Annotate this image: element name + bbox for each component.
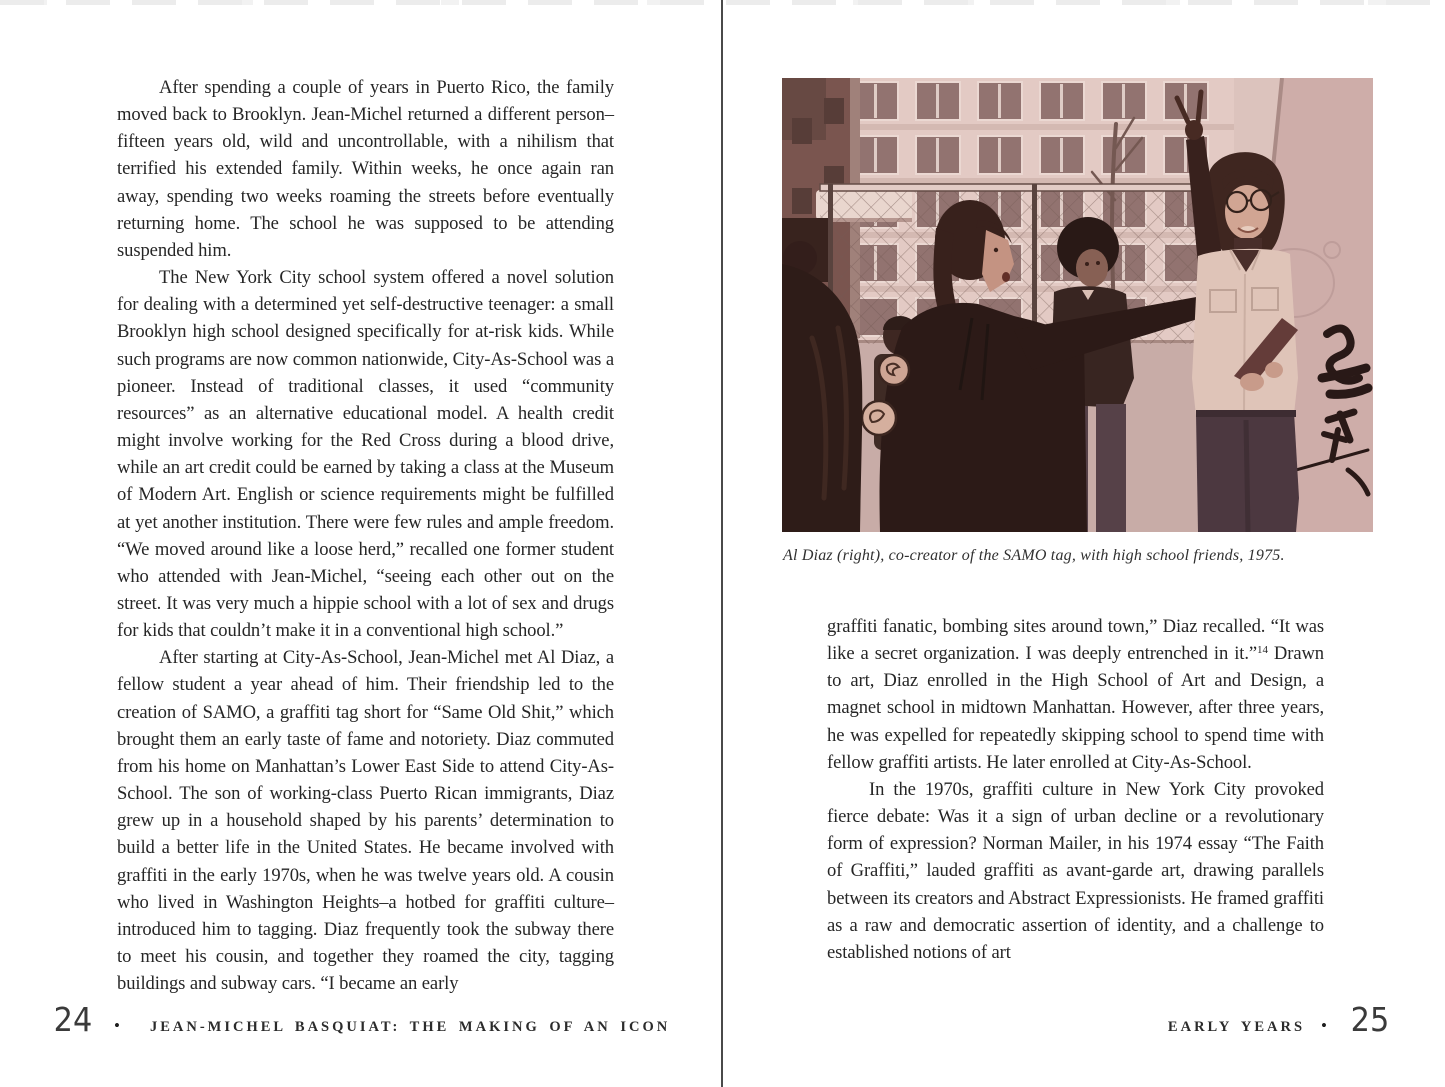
running-title: JEAN-MICHEL BASQUIAT: THE MAKING OF AN ICON xyxy=(149,1019,671,1035)
footer-bullet: • xyxy=(114,1016,120,1035)
paragraph: In the 1970s, graffiti culture in New York City provoked fierce debate: Was it a sign of urban decline or a revolutionary form of expression? Norman Mailer, in his 1974 essay “The Faith of Graffiti,” lauded graffiti as avant-garde art, drawing parallels between its creators and Abstract Expressionists. He framed graffiti as a raw and democratic assertion of identity, and a challenge to established notions of art xyxy=(827,778,1324,963)
paragraph xyxy=(827,613,1324,776)
right-page-footer xyxy=(1168,1000,1391,1039)
left-page-footer xyxy=(52,1000,670,1039)
photo-caption: Al Diaz (right), co-creator of the SAMO tag, with high school friends, 1975. xyxy=(783,547,1285,564)
left-page-body-text xyxy=(117,74,614,997)
paragraph: After starting at City-As-School, Jean-Michel met Al Diaz, a fellow student a year ahead of him. Their friendship led to the creation of SAMO, a graffiti tag short for “Same Old Shit,” which brought them an early taste of fame and notoriety. Diaz commuted from his home on Manhattan’s Lower East Side to attend City-As-School. The son of working-class Puerto Rican immigrants, Diaz grew up in a household shaped by his parents’ determination to build a better life in the United States. He became involved with graffiti in the early 1970s, when he was twelve years old. A cousin who lived in Washington Heights–a hotbed for graffiti culture–introduced him to tagging. Diaz frequently took the subway there to meet his cousin, and together they roamed the city, tagging buildings and subway cars. “I became an early xyxy=(117,647,614,995)
section-title: EARLY YEARS xyxy=(1167,1019,1306,1035)
paragraph: The New York City school system offered a novel solution for dealing with a determined yet self-destructive teenager: a small Brooklyn high school designed specifically for at-risk kids. While such programs are now common nationwide, City-As-School was a pioneer. Instead of traditional classes, it used “community resources” as an alternative educational model. A health credit might involve working for the Red Cross during a blood drive, while an art credit could be earned by taking a class at the Museum of Modern Art. English or science requirements might be fulfilled at yet another institution. There were few rules and ample freedom. “We moved around like a loose herd,” recalled one former student who attended with Jean-Michel, “seeing each other out on the street. It was very much a hippie school with a lot of sex and drugs for kids that couldn’t make it in a conventional high school.” xyxy=(117,267,614,642)
footer-bullet: • xyxy=(1321,1016,1327,1035)
endnote-reference: 14 xyxy=(1257,644,1268,657)
paragraph-text: graffiti fanatic, bombing sites around town,” Diaz recalled. “It was like a secret organization. I was deeply entrenched in it.” xyxy=(827,616,1324,665)
page-divider xyxy=(721,0,723,1087)
right-page-body-text xyxy=(827,613,1324,966)
page-number: 25 xyxy=(1350,1000,1390,1039)
page-number: 24 xyxy=(53,1000,93,1039)
paragraph: After spending a couple of years in Puerto Rico, the family moved back to Brooklyn. Jean-Michel returned a different person–fifteen years old, wild and uncontrollable, with a nihilism that terrified his extended family. Within weeks, he once again ran away, spending two weeks roaming the streets before eventually returning home. The school he was supposed to be attending suspended him. xyxy=(117,77,614,261)
photo-al-diaz-high-school xyxy=(782,78,1373,532)
paragraph-text: Drawn to art, Diaz enrolled in the High School of Art and Design, a magnet school in midtown Manhattan. However, after three years, he was expelled for repeatedly skipping school to spend time with fellow graffiti artists. He later enrolled at City-As-School. xyxy=(827,643,1324,773)
